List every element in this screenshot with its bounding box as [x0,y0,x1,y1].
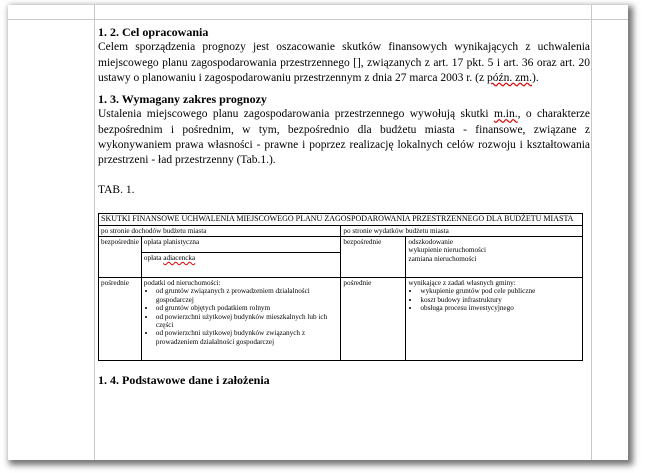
document-page [8,5,628,460]
own-tasks-label: wynikające z zadań własnych gminy: [408,278,516,287]
indirect-expense-label: pośrednie [341,277,406,360]
compensation-cell: odszkodowanie wykupienie nieruchomości zamiana nieruchomości [406,236,583,277]
financial-effects-table [98,213,583,361]
direct-expense-label: bezpośrednie [341,236,406,277]
list-item: • koszt budowy infrastruktury [420,296,580,304]
section-heading-1-4: 1. 4. Podstawowe dane i założenia [98,372,270,387]
list-item: • wykupienie gruntów pod cele publiczne [420,287,580,295]
paragraph-1-2: Celem sporządzenia prognozy jest oszacowanie skutków finansowych wynikających z uchwalenia miejscowego planu zagospodarowania przestrzennego [], związanych z art. 17 pkt. 5 i art. 36 oraz art. 20 ustawy o planowaniu i zagospodarowaniu przestrzennym z dnia 27 marca 2003 r. (z późn. zm.). [98,41,590,84]
margin-guide-left [94,5,95,460]
expense-side-header: po stronie wydatków budżetu miasta [341,225,583,236]
income-side-header: po stronie dochodów budżetu miasta [99,225,341,236]
own-tasks-cell [406,277,583,360]
section-heading-1-2: 1. 2. Cel opracowania [98,25,209,39]
list-item: • obsługa procesu inwestycyjnego [420,304,580,312]
list-item: • od gruntów objętych podatkiem rolnym [156,304,338,312]
document-body[interactable] [98,25,590,388]
planning-fee-cell: opłata planistyczna [141,236,340,252]
list-item: • od gruntów związanych z prowadzeniem działalności gospodarczej [156,287,338,304]
adjacency-fee-cell: opłata adiacencka [141,252,340,277]
property-tax-list [144,287,338,346]
indirect-income-label: pośrednie [99,277,142,360]
list-item: • od powierzchni użytkowej budynków związanych z prowadzeniem działalności gospodarczej [156,329,338,346]
list-item: • od powierzchni użytkowej budynków mieszkalnych lub ich części [156,313,338,330]
table-title: SKUTKI FINANSOWE UCHWALENIA MIEJSCOWEGO PLANU ZAGOSPODAROWANIA PRZESTRZENNEGO DLA BUDŻETU MIASTA [99,213,583,225]
spell-error-word: m.in. [493,108,518,121]
margin-guide-top [8,19,628,20]
direct-income-label: bezpośrednie [99,236,142,277]
spell-error-word: adiacencka [163,253,196,262]
section-heading-1-3: 1. 3. Wymagany zakres prognozy [98,92,267,107]
paragraph-1-3: Ustalenia miejscowego planu zagospodarowania przestrzennego wywołują skutki m.in., o charakterze bezpośrednim i pośrednim, w tym, bezpośrednio dla budżetu miasta - finansowe, związane z wykonywaniem prawa własności - prawne i poprzez realizację lokalnych celów rozwoju i kształtowania przestrzeni - ład przestrzenny (Tab.1.). [98,108,590,167]
document-page-frame [8,5,628,460]
own-tasks-list [408,287,580,312]
spell-error-word: późn. zm. [486,71,532,84]
table-caption: TAB. 1. [98,183,135,196]
margin-guide-right [591,5,592,460]
property-tax-label: podatki od nieruchomości: [143,278,221,287]
property-tax-cell [141,277,340,360]
